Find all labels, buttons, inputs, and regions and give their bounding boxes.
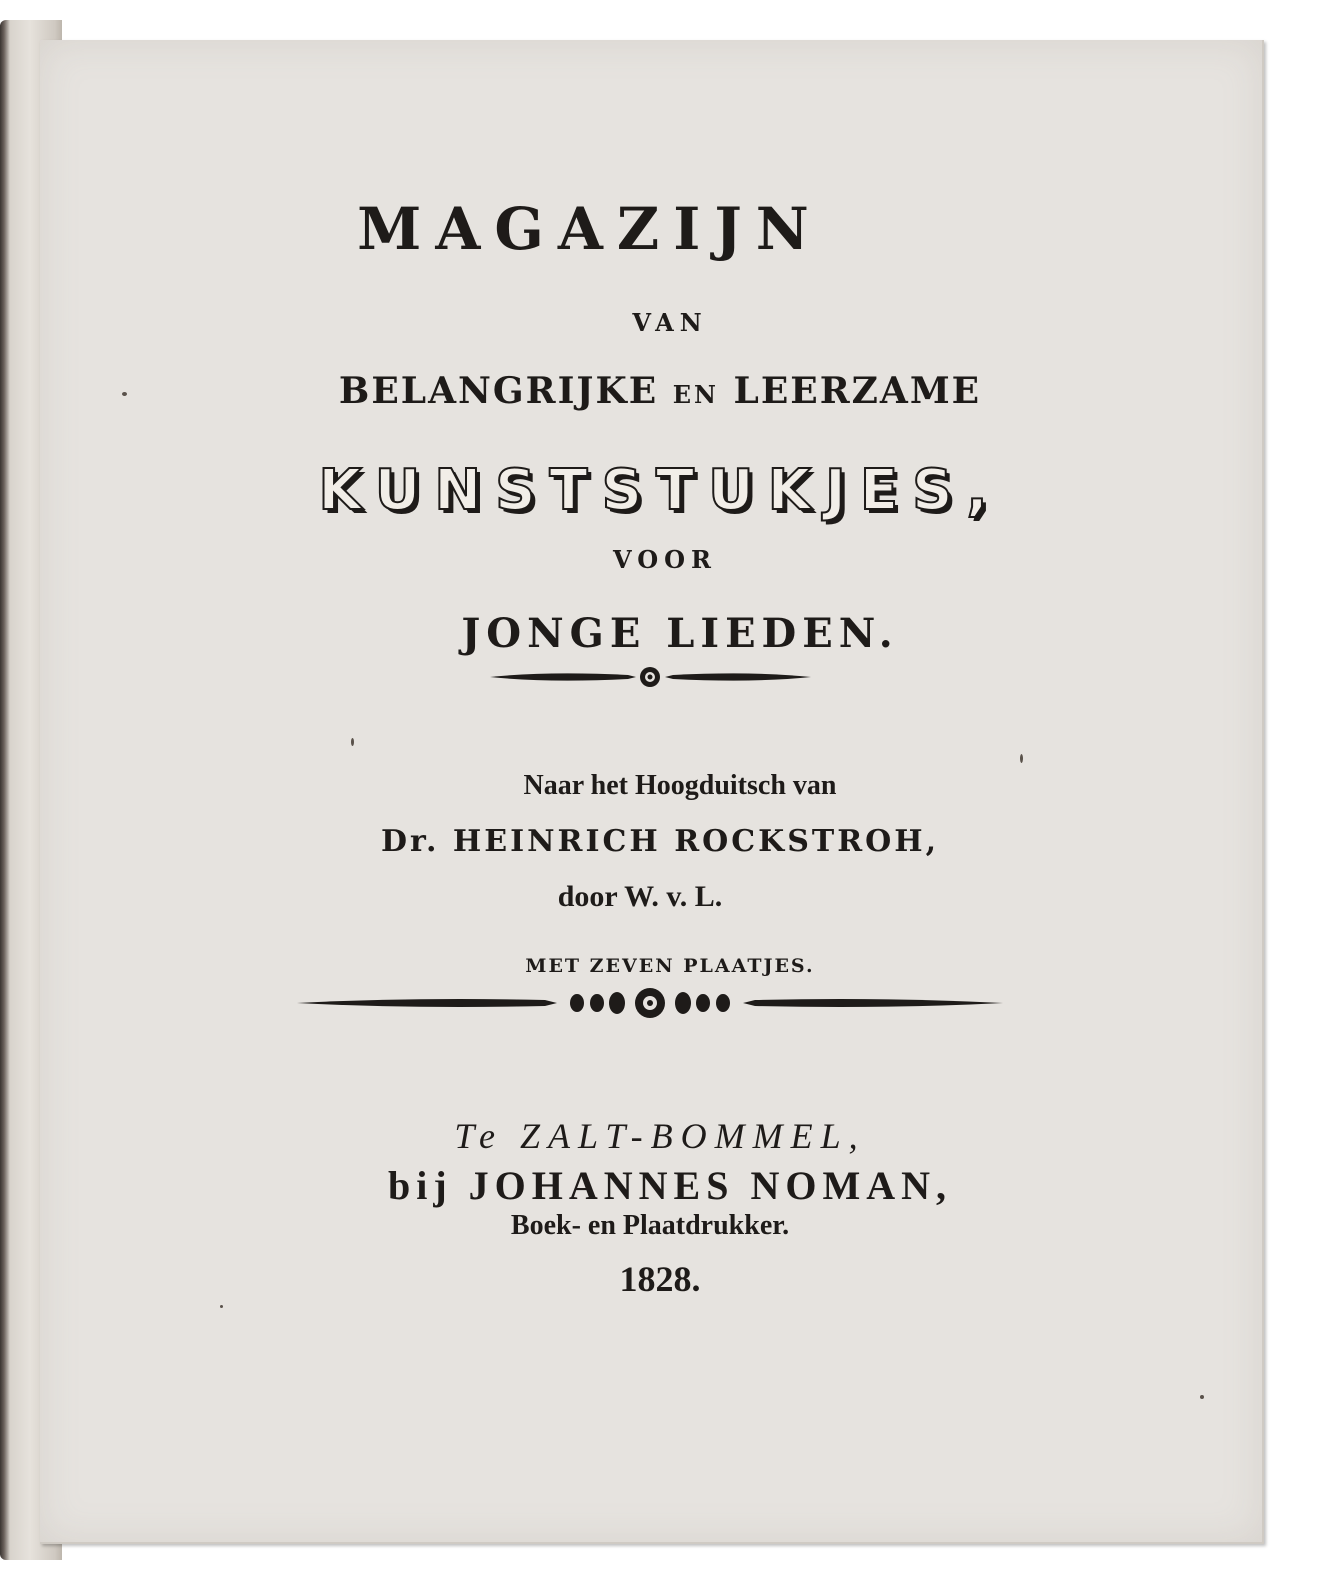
translator-line: door W. v. L. [557,880,723,913]
ornamental-rule-small [488,662,813,692]
plates-note: MET ZEVEN PLAATJES. [525,955,815,977]
paper-speck [1020,754,1023,763]
subtitle-word-belangrijke: BELANGRIJKE [338,370,659,412]
imprint-trade: Boek- en Plaatdrukker. [510,1210,790,1241]
subtitle-jonge-lieden: JONGE LIEDEN. [461,610,899,657]
paper-speck [220,1305,223,1308]
paper-speck [122,392,127,396]
ornamental-rule-large [295,985,1005,1021]
imprint-publisher: bij JOHANNES NOMAN, [387,1163,953,1208]
subtitle-word-leerzame: LEERZAME [733,370,982,412]
imprint-year: 1828. [619,1259,701,1299]
title-connector-van: VAN [632,308,708,337]
imprint-place: Te ZALT-BOMMEL, [454,1116,866,1156]
subtitle-word-en: EN [672,380,719,409]
paper-speck [351,738,354,746]
subtitle-kunststukjes: KUNSTSTUKJES, [318,458,1002,523]
title-connector-voor: VOOR [613,545,717,574]
translation-line: Naar het Hoogduitsch van [523,770,837,801]
paper-speck [1200,1395,1204,1399]
author-name: Dr. HEINRICH ROCKSTROH, [380,824,940,859]
book-title: MAGAZIJN [357,195,823,263]
title-page [40,40,1264,1544]
subtitle-line [280,370,1040,412]
